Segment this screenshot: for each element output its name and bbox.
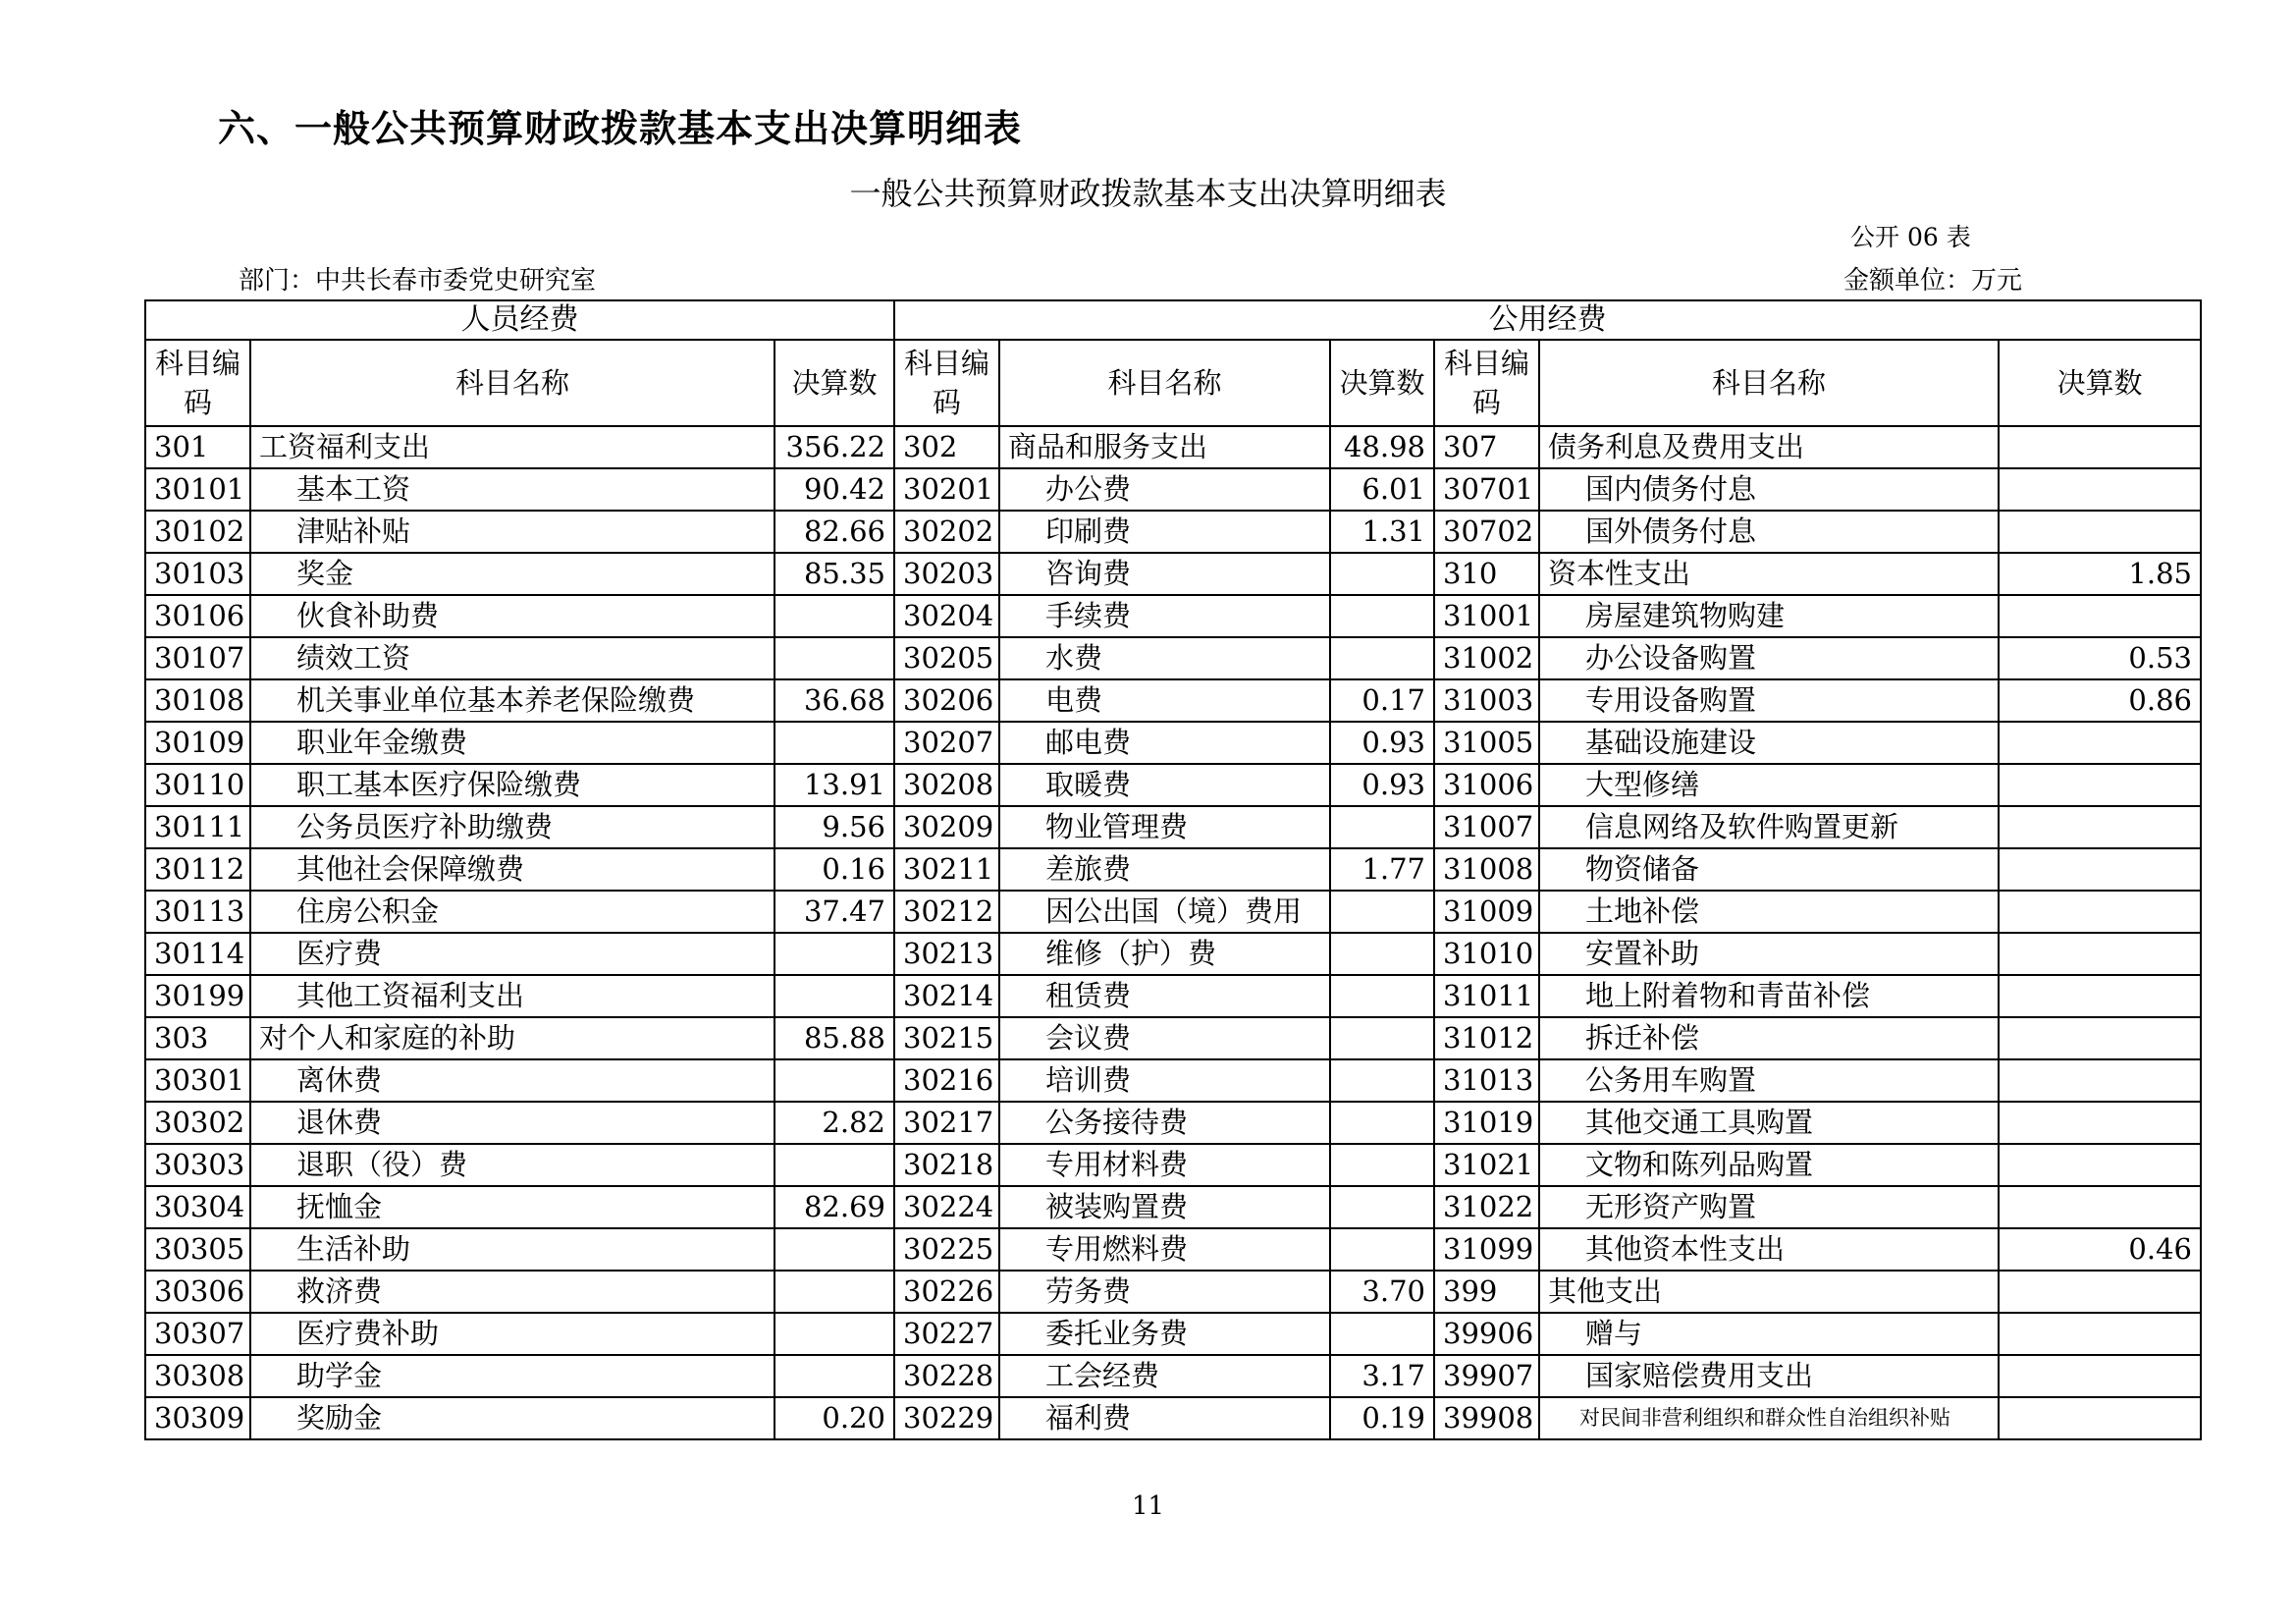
cell-code: 30217 (894, 1102, 999, 1144)
cell-code: 31001 (1434, 595, 1539, 637)
cell-name: 水费 (999, 637, 1330, 679)
cell-code: 30307 (145, 1313, 250, 1355)
cell-code: 30214 (894, 975, 999, 1017)
cell-code: 30302 (145, 1102, 250, 1144)
cell-code: 30306 (145, 1271, 250, 1313)
cell-name: 地上附着物和青苗补偿 (1539, 975, 1999, 1017)
cell-amount (1999, 511, 2201, 553)
cell-amount: 1.77 (1330, 848, 1434, 891)
cell-name: 专用材料费 (999, 1144, 1330, 1186)
cell-amount (1330, 1059, 1434, 1102)
department-label: 部门：中共长春市委党史研究室 (239, 266, 597, 296)
cell-name: 房屋建筑物购建 (1539, 595, 1999, 637)
cell-amount: 1.85 (1999, 553, 2201, 595)
cell-name: 退休费 (250, 1102, 774, 1144)
cell-code: 307 (1434, 426, 1539, 468)
cell-code: 31005 (1434, 722, 1539, 764)
cell-amount: 3.70 (1330, 1271, 1434, 1313)
cell-code: 310 (1434, 553, 1539, 595)
cell-amount: 2.82 (774, 1102, 894, 1144)
cell-amount (1999, 595, 2201, 637)
cell-amount (774, 1059, 894, 1102)
cell-name: 差旅费 (999, 848, 1330, 891)
cell-name: 被装购置费 (999, 1186, 1330, 1228)
cell-name: 国内债务付息 (1539, 468, 1999, 511)
cell-amount (774, 1144, 894, 1186)
cell-code: 30112 (145, 848, 250, 891)
cell-name: 办公费 (999, 468, 1330, 511)
cell-amount (1330, 553, 1434, 595)
table-row (145, 553, 2201, 595)
cell-name: 委托业务费 (999, 1313, 1330, 1355)
cell-code: 31013 (1434, 1059, 1539, 1102)
cell-amount (1999, 722, 2201, 764)
cell-name: 医疗费补助 (250, 1313, 774, 1355)
cell-code: 30209 (894, 806, 999, 848)
group-header-public: 公用经费 (894, 300, 2201, 340)
cell-amount (1999, 1313, 2201, 1355)
cell-name: 工资福利支出 (250, 426, 774, 468)
cell-name: 基础设施建设 (1539, 722, 1999, 764)
cell-name: 职业年金缴费 (250, 722, 774, 764)
cell-code: 31008 (1434, 848, 1539, 891)
cell-name: 物业管理费 (999, 806, 1330, 848)
cell-code: 31099 (1434, 1228, 1539, 1271)
cell-name: 奖金 (250, 553, 774, 595)
cell-code: 30213 (894, 933, 999, 975)
cell-name: 奖励金 (250, 1397, 774, 1439)
cell-code: 31012 (1434, 1017, 1539, 1059)
cell-amount (1999, 848, 2201, 891)
cell-name: 拆迁补偿 (1539, 1017, 1999, 1059)
table-row (145, 637, 2201, 679)
cell-name: 物资储备 (1539, 848, 1999, 891)
cell-code: 39906 (1434, 1313, 1539, 1355)
cell-name: 机关事业单位基本养老保险缴费 (250, 679, 774, 722)
cell-name: 维修（护）费 (999, 933, 1330, 975)
cell-code: 30201 (894, 468, 999, 511)
cell-amount (774, 595, 894, 637)
cell-code: 30205 (894, 637, 999, 679)
cell-code: 31007 (1434, 806, 1539, 848)
cell-name: 国外债务付息 (1539, 511, 1999, 553)
cell-code: 30204 (894, 595, 999, 637)
cell-code: 30309 (145, 1397, 250, 1439)
cell-name: 手续费 (999, 595, 1330, 637)
header-code: 科目编码 (894, 340, 999, 426)
cell-code: 30108 (145, 679, 250, 722)
table-row (145, 722, 2201, 764)
cell-code: 31006 (1434, 764, 1539, 806)
cell-name: 其他社会保障缴费 (250, 848, 774, 891)
header-amount: 决算数 (774, 340, 894, 426)
cell-name: 职工基本医疗保险缴费 (250, 764, 774, 806)
cell-name: 邮电费 (999, 722, 1330, 764)
cell-amount (1330, 975, 1434, 1017)
cell-amount: 0.20 (774, 1397, 894, 1439)
cell-amount: 0.16 (774, 848, 894, 891)
cell-code: 30227 (894, 1313, 999, 1355)
cell-amount (1330, 1017, 1434, 1059)
cell-amount (1999, 1186, 2201, 1228)
cell-amount: 82.66 (774, 511, 894, 553)
table-row (145, 426, 2201, 468)
cell-name: 商品和服务支出 (999, 426, 1330, 468)
cell-name: 公务员医疗补助缴费 (250, 806, 774, 848)
cell-code: 30304 (145, 1186, 250, 1228)
cell-amount: 90.42 (774, 468, 894, 511)
cell-code: 30224 (894, 1186, 999, 1228)
cell-code: 30229 (894, 1397, 999, 1439)
group-header-row (145, 300, 2201, 340)
cell-code: 30111 (145, 806, 250, 848)
cell-amount (1330, 1144, 1434, 1186)
cell-code: 30199 (145, 975, 250, 1017)
table-row (145, 806, 2201, 848)
cell-name: 津贴补贴 (250, 511, 774, 553)
cell-name: 其他资本性支出 (1539, 1228, 1999, 1271)
cell-name: 会议费 (999, 1017, 1330, 1059)
cell-amount (1999, 426, 2201, 468)
cell-code: 31019 (1434, 1102, 1539, 1144)
cell-code: 31003 (1434, 679, 1539, 722)
expenditure-detail-table (144, 299, 2202, 1440)
cell-code: 30303 (145, 1144, 250, 1186)
cell-amount: 36.68 (774, 679, 894, 722)
cell-amount: 9.56 (774, 806, 894, 848)
cell-code: 30110 (145, 764, 250, 806)
cell-amount: 85.35 (774, 553, 894, 595)
cell-name: 无形资产购置 (1539, 1186, 1999, 1228)
table-row (145, 679, 2201, 722)
table-body (145, 426, 2201, 1439)
table-row (145, 764, 2201, 806)
header-amount: 决算数 (1330, 340, 1434, 426)
cell-name: 办公设备购置 (1539, 637, 1999, 679)
header-code: 科目编码 (1434, 340, 1539, 426)
cell-name: 基本工资 (250, 468, 774, 511)
cell-name: 助学金 (250, 1355, 774, 1397)
cell-name: 取暖费 (999, 764, 1330, 806)
cell-code: 30103 (145, 553, 250, 595)
cell-amount (774, 1228, 894, 1271)
cell-code: 30216 (894, 1059, 999, 1102)
cell-amount (1330, 891, 1434, 933)
cell-amount (1999, 933, 2201, 975)
form-number: 公开 06 表 (1850, 223, 1971, 251)
cell-name: 国家赔偿费用支出 (1539, 1355, 1999, 1397)
cell-amount: 0.53 (1999, 637, 2201, 679)
cell-code: 30225 (894, 1228, 999, 1271)
cell-name: 生活补助 (250, 1228, 774, 1271)
cell-name: 文物和陈列品购置 (1539, 1144, 1999, 1186)
cell-name: 对个人和家庭的补助 (250, 1017, 774, 1059)
table-row (145, 848, 2201, 891)
table-row (145, 1397, 2201, 1439)
cell-name: 因公出国（境）费用 (999, 891, 1330, 933)
cell-code: 30207 (894, 722, 999, 764)
cell-amount: 6.01 (1330, 468, 1434, 511)
cell-amount (774, 637, 894, 679)
cell-amount: 3.17 (1330, 1355, 1434, 1397)
header-name: 科目名称 (999, 340, 1330, 426)
cell-amount (774, 1313, 894, 1355)
cell-amount (1999, 1017, 2201, 1059)
section-title: 六、一般公共预算财政拨款基本支出决算明细表 (218, 107, 1023, 150)
table-row (145, 1313, 2201, 1355)
cell-amount (1999, 764, 2201, 806)
cell-name: 大型修缮 (1539, 764, 1999, 806)
cell-name: 公务用车购置 (1539, 1059, 1999, 1102)
cell-amount: 13.91 (774, 764, 894, 806)
cell-name: 租赁费 (999, 975, 1330, 1017)
cell-code: 30206 (894, 679, 999, 722)
cell-amount (1999, 1059, 2201, 1102)
cell-code: 31002 (1434, 637, 1539, 679)
cell-amount (1330, 1313, 1434, 1355)
cell-amount: 0.19 (1330, 1397, 1434, 1439)
cell-amount (1999, 1144, 2201, 1186)
cell-amount: 1.31 (1330, 511, 1434, 553)
cell-code: 30113 (145, 891, 250, 933)
table-row (145, 1355, 2201, 1397)
table-row (145, 511, 2201, 553)
cell-name: 专用燃料费 (999, 1228, 1330, 1271)
cell-name: 其他工资福利支出 (250, 975, 774, 1017)
cell-name: 公务接待费 (999, 1102, 1330, 1144)
cell-code: 30308 (145, 1355, 250, 1397)
cell-name: 伙食补助费 (250, 595, 774, 637)
cell-amount (1330, 933, 1434, 975)
cell-code: 39908 (1434, 1397, 1539, 1439)
cell-amount (1999, 975, 2201, 1017)
table-row (145, 468, 2201, 511)
cell-name: 债务利息及费用支出 (1539, 426, 1999, 468)
cell-amount (1330, 1186, 1434, 1228)
cell-code: 303 (145, 1017, 250, 1059)
cell-code: 39907 (1434, 1355, 1539, 1397)
group-header-personnel: 人员经费 (145, 300, 894, 340)
cell-code: 31010 (1434, 933, 1539, 975)
cell-amount (1999, 891, 2201, 933)
cell-name: 咨询费 (999, 553, 1330, 595)
table-row (145, 975, 2201, 1017)
cell-code: 30701 (1434, 468, 1539, 511)
cell-amount: 356.22 (774, 426, 894, 468)
table-row (145, 1017, 2201, 1059)
header-name: 科目名称 (250, 340, 774, 426)
cell-amount (1999, 1271, 2201, 1313)
cell-code: 30114 (145, 933, 250, 975)
cell-code: 30102 (145, 511, 250, 553)
cell-name: 绩效工资 (250, 637, 774, 679)
cell-name: 离休费 (250, 1059, 774, 1102)
cell-name: 其他支出 (1539, 1271, 1999, 1313)
cell-code: 30203 (894, 553, 999, 595)
cell-code: 30226 (894, 1271, 999, 1313)
cell-code: 30109 (145, 722, 250, 764)
header-amount: 决算数 (1999, 340, 2201, 426)
cell-name: 资本性支出 (1539, 553, 1999, 595)
cell-amount: 82.69 (774, 1186, 894, 1228)
cell-name: 福利费 (999, 1397, 1330, 1439)
table-row (145, 933, 2201, 975)
cell-name: 劳务费 (999, 1271, 1330, 1313)
cell-code: 30212 (894, 891, 999, 933)
cell-amount (1999, 468, 2201, 511)
cell-amount (1999, 806, 2201, 848)
cell-code: 30211 (894, 848, 999, 891)
cell-amount (774, 1355, 894, 1397)
table-title: 一般公共预算财政拨款基本支出决算明细表 (849, 175, 1447, 212)
cell-code: 399 (1434, 1271, 1539, 1313)
cell-code: 30215 (894, 1017, 999, 1059)
cell-name: 工会经费 (999, 1355, 1330, 1397)
cell-amount (774, 933, 894, 975)
cell-code: 30702 (1434, 511, 1539, 553)
page-number: 11 (1131, 1491, 1165, 1521)
cell-amount (1999, 1397, 2201, 1439)
cell-amount (1330, 1102, 1434, 1144)
cell-amount (774, 975, 894, 1017)
cell-code: 302 (894, 426, 999, 468)
table-row (145, 595, 2201, 637)
cell-code: 31022 (1434, 1186, 1539, 1228)
cell-name: 抚恤金 (250, 1186, 774, 1228)
cell-code: 30208 (894, 764, 999, 806)
table-row (145, 1102, 2201, 1144)
cell-code: 30107 (145, 637, 250, 679)
cell-amount (1330, 806, 1434, 848)
cell-code: 30202 (894, 511, 999, 553)
cell-name: 培训费 (999, 1059, 1330, 1102)
cell-code: 30305 (145, 1228, 250, 1271)
cell-name: 退职（役）费 (250, 1144, 774, 1186)
cell-amount (774, 1271, 894, 1313)
cell-code: 30106 (145, 595, 250, 637)
cell-name: 对民间非营利组织和群众性自治组织补贴 (1539, 1397, 1999, 1439)
cell-amount (1330, 637, 1434, 679)
cell-amount (1999, 1102, 2201, 1144)
cell-name: 住房公积金 (250, 891, 774, 933)
cell-name: 医疗费 (250, 933, 774, 975)
cell-code: 30301 (145, 1059, 250, 1102)
cell-code: 31011 (1434, 975, 1539, 1017)
cell-name: 赠与 (1539, 1313, 1999, 1355)
cell-amount: 0.93 (1330, 722, 1434, 764)
cell-code: 30228 (894, 1355, 999, 1397)
cell-amount: 48.98 (1330, 426, 1434, 468)
table-row (145, 1228, 2201, 1271)
cell-code: 30101 (145, 468, 250, 511)
table-row (145, 1144, 2201, 1186)
cell-amount: 0.46 (1999, 1228, 2201, 1271)
cell-amount: 0.93 (1330, 764, 1434, 806)
cell-code: 31021 (1434, 1144, 1539, 1186)
cell-code: 31009 (1434, 891, 1539, 933)
cell-name: 电费 (999, 679, 1330, 722)
cell-code: 30218 (894, 1144, 999, 1186)
cell-amount (1330, 1228, 1434, 1271)
column-header-row (145, 340, 2201, 426)
cell-name: 其他交通工具购置 (1539, 1102, 1999, 1144)
header-code: 科目编码 (145, 340, 250, 426)
cell-amount: 85.88 (774, 1017, 894, 1059)
cell-amount: 37.47 (774, 891, 894, 933)
header-name: 科目名称 (1539, 340, 1999, 426)
table-row (145, 1059, 2201, 1102)
cell-name: 安置补助 (1539, 933, 1999, 975)
cell-amount (1330, 595, 1434, 637)
cell-amount: 0.17 (1330, 679, 1434, 722)
cell-amount (1999, 1355, 2201, 1397)
table-row (145, 891, 2201, 933)
cell-name: 救济费 (250, 1271, 774, 1313)
table-row (145, 1271, 2201, 1313)
cell-amount (774, 722, 894, 764)
cell-code: 301 (145, 426, 250, 468)
cell-amount: 0.86 (1999, 679, 2201, 722)
cell-name: 印刷费 (999, 511, 1330, 553)
cell-name: 土地补偿 (1539, 891, 1999, 933)
amount-unit-label: 金额单位：万元 (1843, 266, 2023, 296)
table-row (145, 1186, 2201, 1228)
cell-name: 专用设备购置 (1539, 679, 1999, 722)
cell-name: 信息网络及软件购置更新 (1539, 806, 1999, 848)
